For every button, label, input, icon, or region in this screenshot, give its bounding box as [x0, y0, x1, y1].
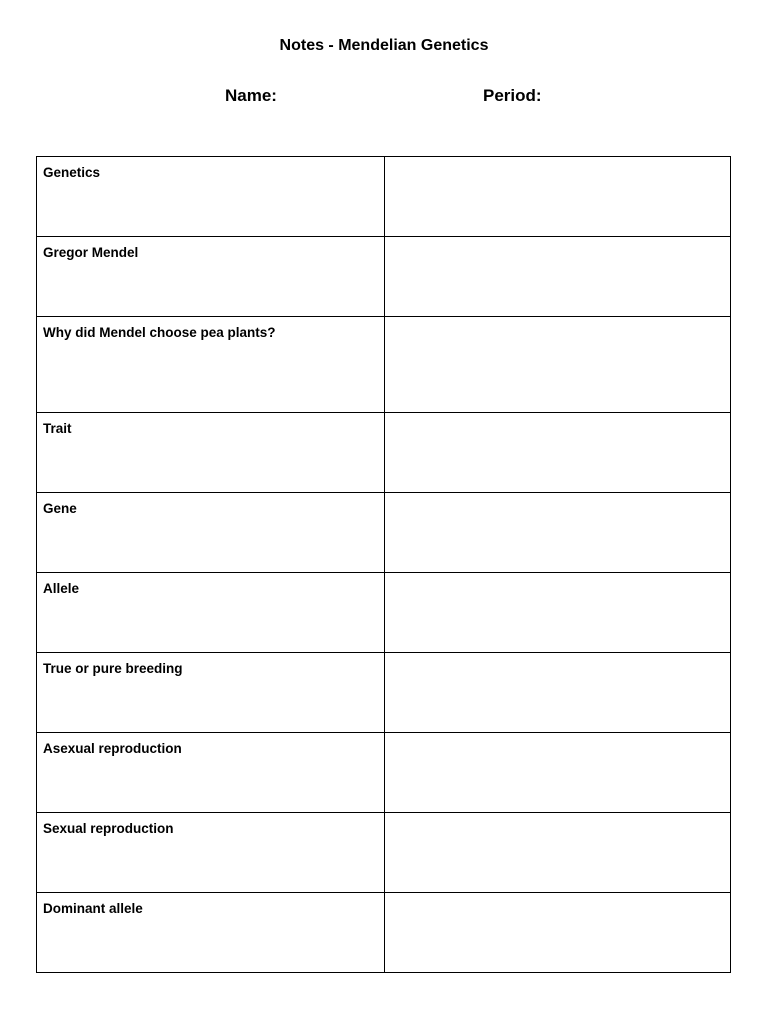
term-label: Asexual reproduction — [43, 741, 182, 756]
page-title: Notes - Mendelian Genetics — [279, 37, 489, 54]
term-cell — [37, 573, 385, 653]
term-label: True or pure breeding — [43, 661, 183, 676]
name-label: Name: — [225, 86, 277, 105]
table-row — [37, 493, 731, 573]
term-label: Gregor Mendel — [43, 245, 139, 260]
table-row — [37, 733, 731, 813]
notes-cell — [385, 157, 731, 237]
notes-cell — [385, 237, 731, 317]
table-row — [37, 157, 731, 237]
table-row — [37, 573, 731, 653]
notes-cell — [385, 317, 731, 413]
term-cell — [37, 413, 385, 493]
term-cell — [37, 653, 385, 733]
term-label: Genetics — [43, 165, 101, 180]
notes-cell — [385, 413, 731, 493]
notes-cell — [385, 573, 731, 653]
term-label: Dominant allele — [43, 901, 143, 916]
notes-cell — [385, 813, 731, 893]
term-cell — [37, 317, 385, 413]
term-label: Allele — [43, 581, 80, 596]
table-row — [37, 813, 731, 893]
table-row — [37, 893, 731, 973]
table-row — [37, 317, 731, 413]
term-cell — [37, 237, 385, 317]
term-cell — [37, 813, 385, 893]
term-cell — [37, 157, 385, 237]
term-label: Why did Mendel choose pea plants? — [43, 325, 276, 340]
term-label: Trait — [43, 421, 72, 436]
notes-cell — [385, 493, 731, 573]
notes-table — [36, 156, 731, 973]
term-label: Gene — [43, 501, 77, 516]
term-cell — [37, 733, 385, 813]
notes-cell — [385, 733, 731, 813]
term-cell — [37, 893, 385, 973]
term-cell — [37, 493, 385, 573]
table-row — [37, 653, 731, 733]
notes-cell — [385, 893, 731, 973]
table-row — [37, 237, 731, 317]
period-label: Period: — [483, 86, 542, 105]
notes-cell — [385, 653, 731, 733]
term-label: Sexual reproduction — [43, 821, 174, 836]
table-row — [37, 413, 731, 493]
